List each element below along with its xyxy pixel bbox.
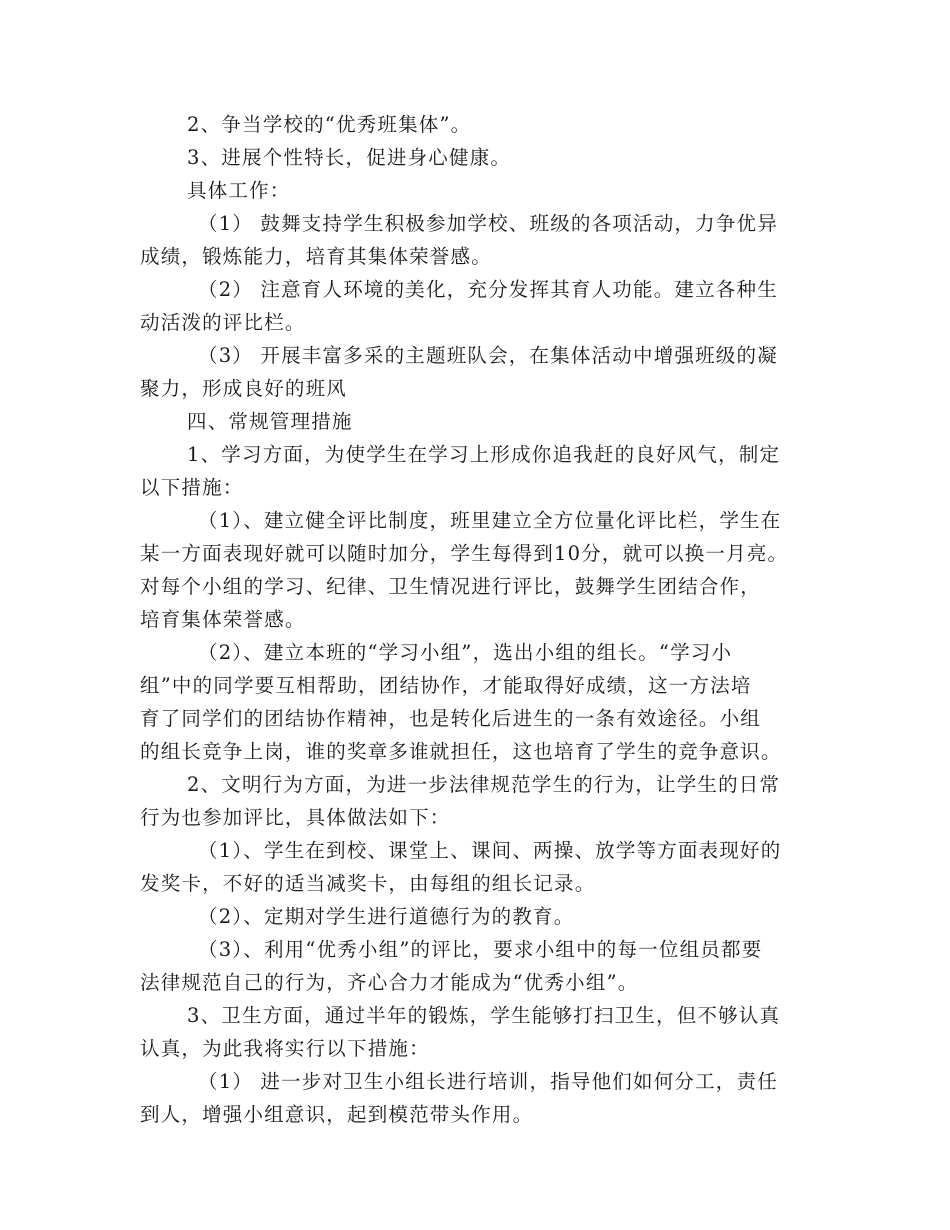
- paragraph-line: 培育集体荣誉感。: [140, 608, 306, 631]
- paragraph-line: 3、进展个性特长，促进身心健康。: [187, 146, 512, 169]
- paragraph-line: （2） 注意育人环境的美化，充分发挥其育人功能。建立各种生: [198, 278, 778, 301]
- paragraph-line: 3、卫生方面，通过半年的锻炼，学生能够打扫卫生，但不够认真: [187, 1004, 781, 1027]
- paragraph-line: 法律规范自己的行为，齐心合力才能成为“优秀小组”。: [140, 971, 639, 994]
- paragraph-line: 2、文明行为方面，为进一步法律规范学生的行为，让学生的日常: [187, 773, 781, 796]
- paragraph-line: （3） 开展丰富多采的主题班队会，在集体活动中增强班级的凝: [198, 344, 778, 367]
- paragraph-line: （2）、定期对学生进行道德行为的教育。: [198, 905, 575, 928]
- document-body: [140, 108, 810, 1131]
- paragraph-line: 成绩，锻炼能力，培育其集体荣誉感。: [140, 245, 492, 268]
- paragraph-line: 1、学习方面，为使学生在学习上形成你追我赶的良好风气，制定: [187, 443, 781, 466]
- paragraph-line: 发奖卡，不好的适当减奖卡，由每组的组长记录。: [140, 872, 596, 895]
- paragraph-line: 2、争当学校的“优秀班集体”。: [187, 113, 472, 136]
- paragraph-line: 以下措施：: [140, 476, 244, 499]
- paragraph-line: 动活泼的评比栏。: [140, 311, 306, 334]
- paragraph-line: （1）、建立健全评比制度，班里建立全方位量化评比栏，学生在: [198, 509, 782, 532]
- paragraph-line: （2）、建立本班的“学习小组”，选出小组的组长。“学习小: [198, 641, 733, 664]
- paragraph-line: 到人，增强小组意识，起到模范带头作用。: [140, 1103, 534, 1126]
- paragraph-line: （1） 鼓舞支持学生积极参加学校、班级的各项活动，力争优异: [198, 212, 778, 235]
- section-label: 具体工作：: [187, 179, 291, 202]
- paragraph-line: 行为也参加评比，具体做法如下：: [140, 806, 451, 829]
- paragraph-line: （3）、利用“优秀小组”的评比，要求小组中的每一位组员都要: [198, 938, 763, 961]
- paragraph-line: 聚力，形成良好的班风: [140, 377, 348, 400]
- paragraph-line: 的组长竞争上岗，谁的奖章多谁就担任，这也培育了学生的竞争意识。: [140, 740, 782, 763]
- section-heading: 四、常规管理措施: [187, 410, 353, 433]
- paragraph-line: 对每个小组的学习、纪律、卫生情况进行评比，鼓舞学生团结合作，: [140, 575, 762, 598]
- paragraph-line: 某一方面表现好就可以随时加分，学生每得到10分，就可以换一月亮。: [140, 542, 789, 565]
- paragraph-line: 育了同学们的团结协作精神，也是转化后进生的一条有效途径。小组: [140, 707, 762, 730]
- paragraph-line: （1）、学生在到校、课堂上、课间、两操、放学等方面表现好的: [198, 839, 782, 862]
- paragraph-line: 组”中的同学要互相帮助，团结协作，才能取得好成绩，这一方法培: [140, 674, 752, 697]
- paragraph-line: 认真，为此我将实行以下措施：: [140, 1037, 430, 1060]
- paragraph-line: （1） 进一步对卫生小组长进行培训，指导他们如何分工，责任: [198, 1070, 778, 1093]
